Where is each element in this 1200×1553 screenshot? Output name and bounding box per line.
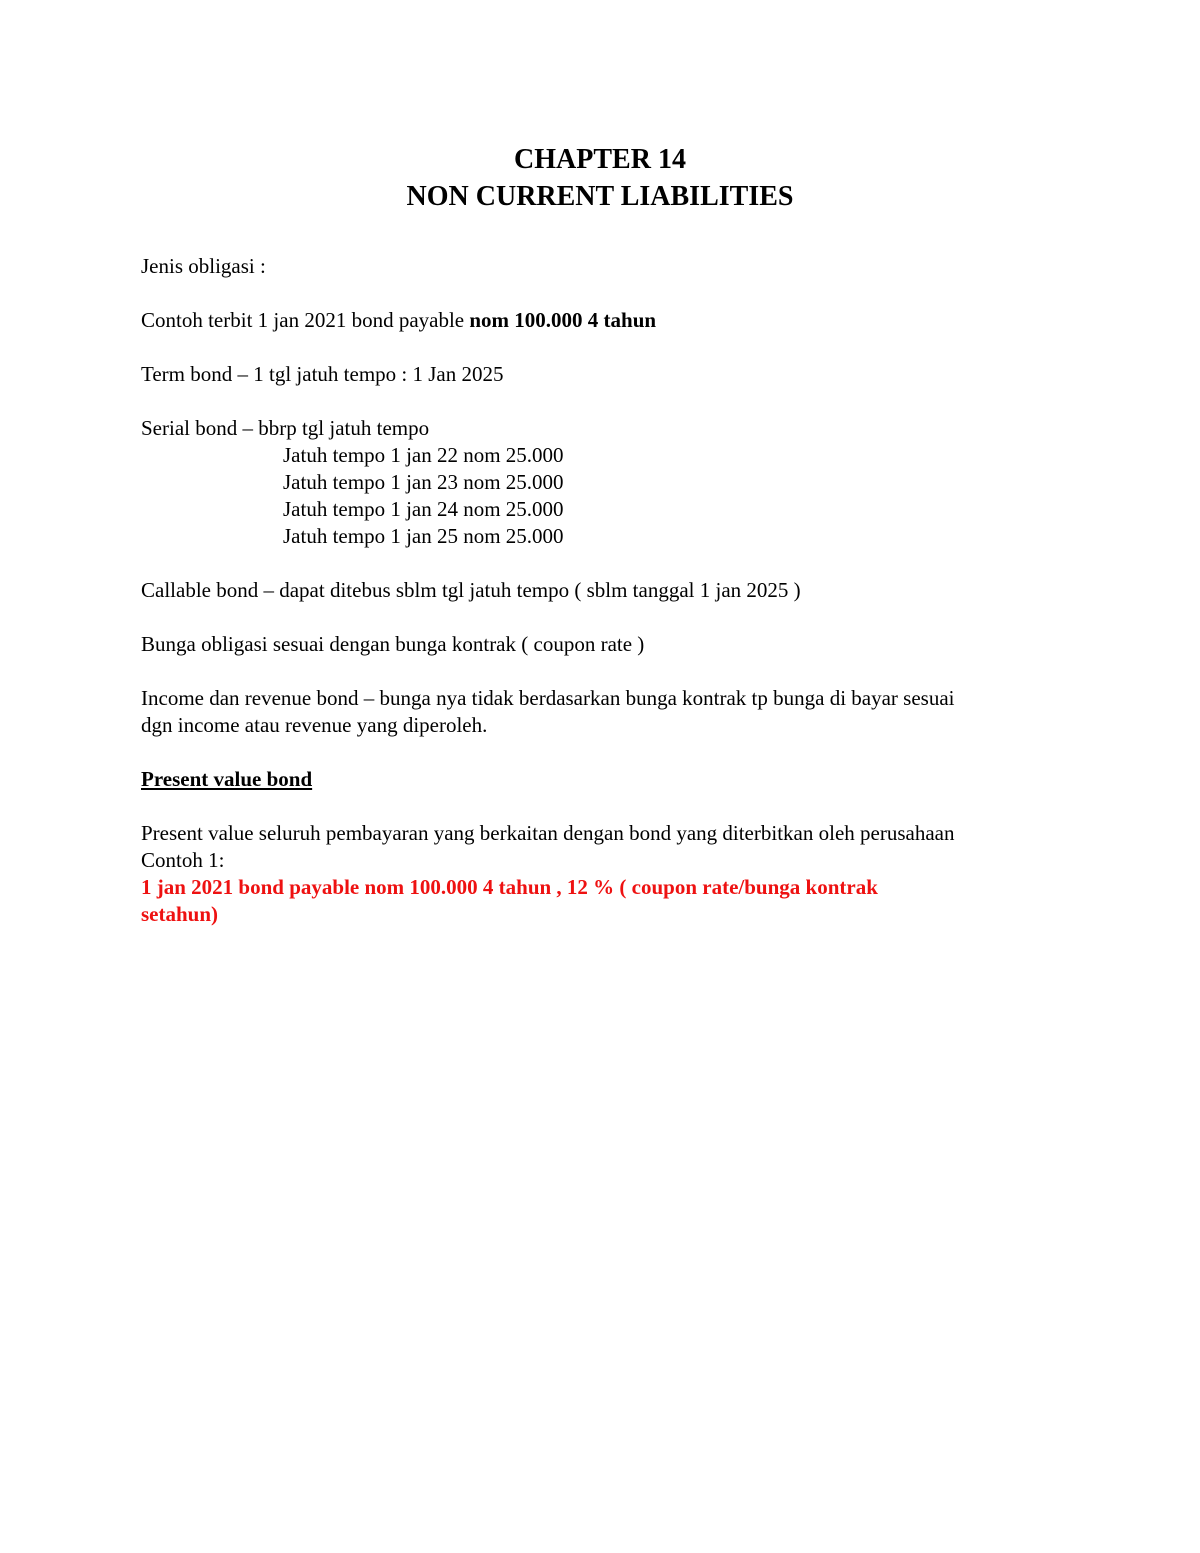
serial-item: Jatuh tempo 1 jan 22 nom 25.000 <box>283 443 564 467</box>
chapter-title: NON CURRENT LIABILITIES <box>406 181 794 212</box>
contoh-line <box>141 307 656 334</box>
contoh-1-example-line-1: 1 jan 2021 bond payable nom 100.000 4 tahun , 12 % ( coupon rate/bunga kontrak <box>141 875 878 899</box>
present-value-description: Present value seluruh pembayaran yang berkaitan dengan bond yang diterbitkan oleh perusahaan <box>141 821 955 845</box>
serial-bond-line: Serial bond – bbrp tgl jatuh tempo <box>141 416 430 440</box>
income-bond-line-1: Income dan revenue bond – bunga nya tidak berdasarkan bunga kontrak tp bunga di bayar sesuai <box>141 686 955 710</box>
contoh-prefix: Contoh terbit 1 jan 2021 bond payable <box>141 308 470 332</box>
present-value-heading: Present value bond <box>141 767 313 791</box>
contoh-1-label: Contoh 1: <box>141 848 225 872</box>
serial-item: Jatuh tempo 1 jan 24 nom 25.000 <box>283 497 564 521</box>
income-bond-line-2: dgn income atau revenue yang diperoleh. <box>141 713 488 737</box>
contoh-1-example-line-2: setahun) <box>141 902 219 926</box>
contoh-bold-value: nom 100.000 4 tahun <box>469 308 657 332</box>
chapter-number: CHAPTER 14 <box>514 144 686 175</box>
callable-bond-line: Callable bond – dapat ditebus sblm tgl jatuh tempo ( sblm tanggal 1 jan 2025 ) <box>141 578 801 602</box>
term-bond-line: Term bond – 1 tgl jatuh tempo : 1 Jan 2025 <box>141 362 504 386</box>
jenis-obligasi-label: Jenis obligasi : <box>141 254 266 278</box>
serial-item: Jatuh tempo 1 jan 25 nom 25.000 <box>283 524 564 548</box>
serial-item: Jatuh tempo 1 jan 23 nom 25.000 <box>283 470 564 494</box>
bunga-obligasi-line: Bunga obligasi sesuai dengan bunga kontrak ( coupon rate ) <box>141 632 645 656</box>
